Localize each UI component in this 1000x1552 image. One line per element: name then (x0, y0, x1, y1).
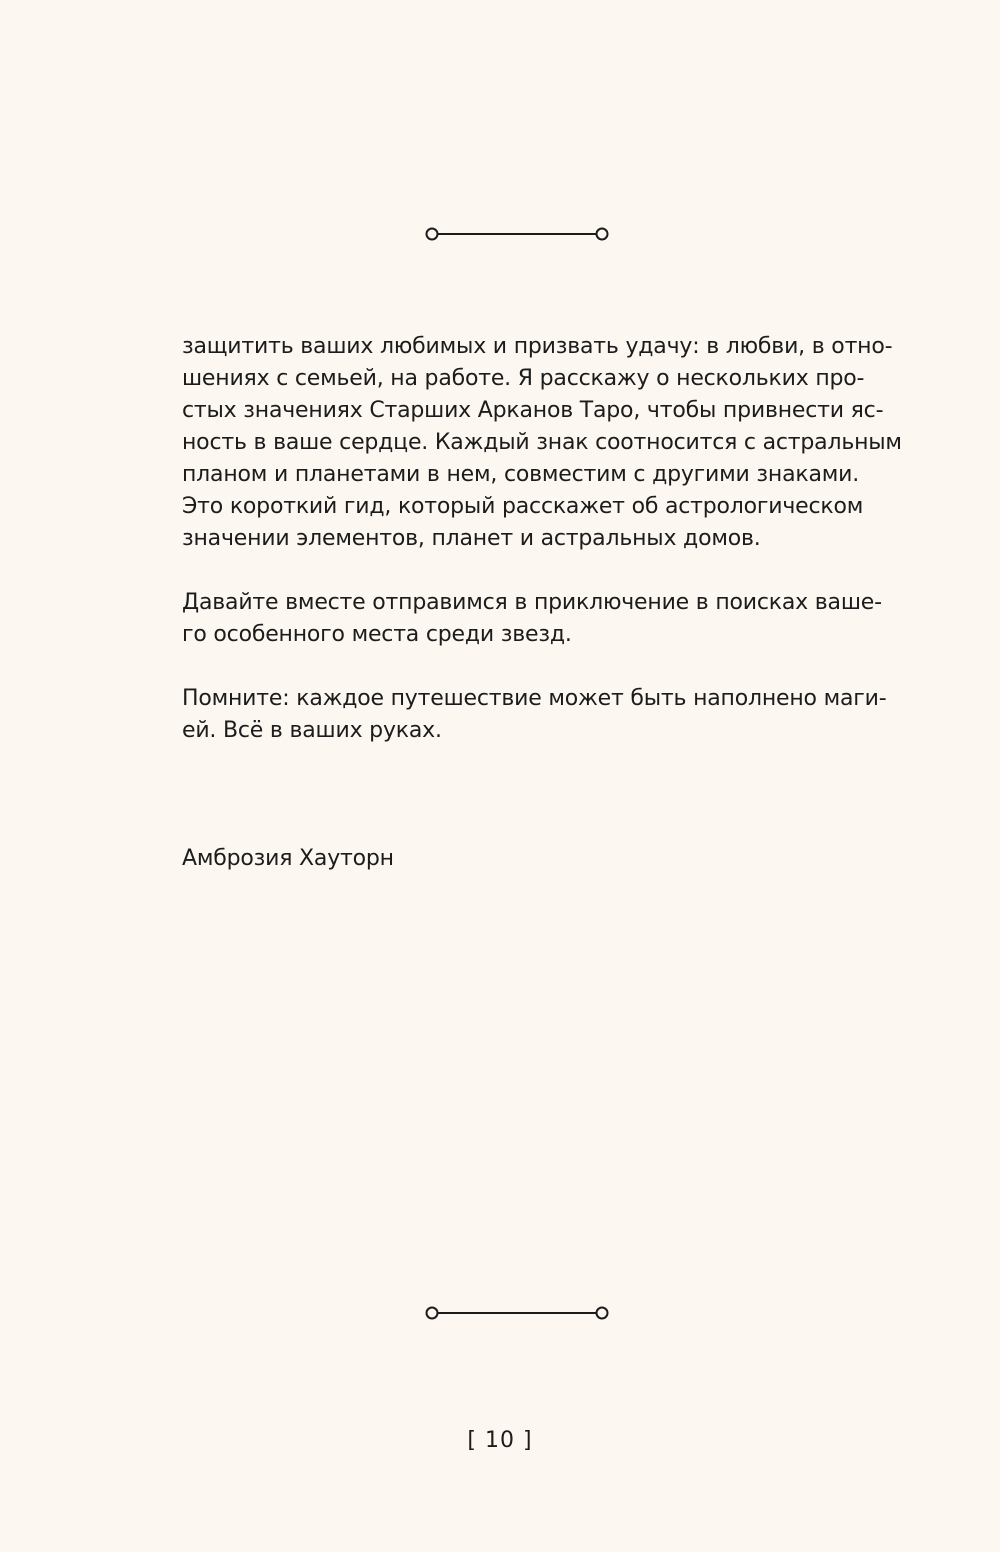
text-line: ей. Всё в ваших руках. (182, 718, 442, 743)
text-line: защитить ваших любимых и призвать удачу: в любви, в отно- (182, 334, 893, 359)
text-line: Помните: каждое путешествие может быть наполнено маги- (182, 686, 887, 711)
text-line: ность в ваше сердце. Каждый знак соотносится с астральным (182, 430, 902, 455)
divider-line-with-circles-icon (424, 226, 610, 242)
text-line: го особенного места среди звезд. (182, 622, 572, 647)
text-line: Давайте вместе отправимся в приключение в поисках ваше- (182, 590, 882, 615)
paragraph-adventure (182, 587, 882, 651)
text-line: шениях с семьей, на работе. Я расскажу о нескольких про- (182, 366, 865, 391)
author-signature: Амброзия Хауторн (182, 846, 394, 871)
text-line: Это короткий гид, который расскажет об астрологическом (182, 494, 864, 519)
text-line: стых значениях Старших Арканов Таро, чтобы привнести яс- (182, 398, 884, 423)
paragraph-intro (182, 331, 902, 555)
text-line: значении элементов, планет и астральных домов. (182, 526, 761, 551)
ornament-divider-top (424, 226, 610, 242)
text-line: планом и планетами в нем, совместим с другими знаками. (182, 462, 860, 487)
divider-line-with-circles-icon (424, 1305, 610, 1321)
ornament-divider-bottom (424, 1305, 610, 1321)
paragraph-remember (182, 683, 887, 747)
page-number: [ 10 ] (467, 1428, 533, 1453)
